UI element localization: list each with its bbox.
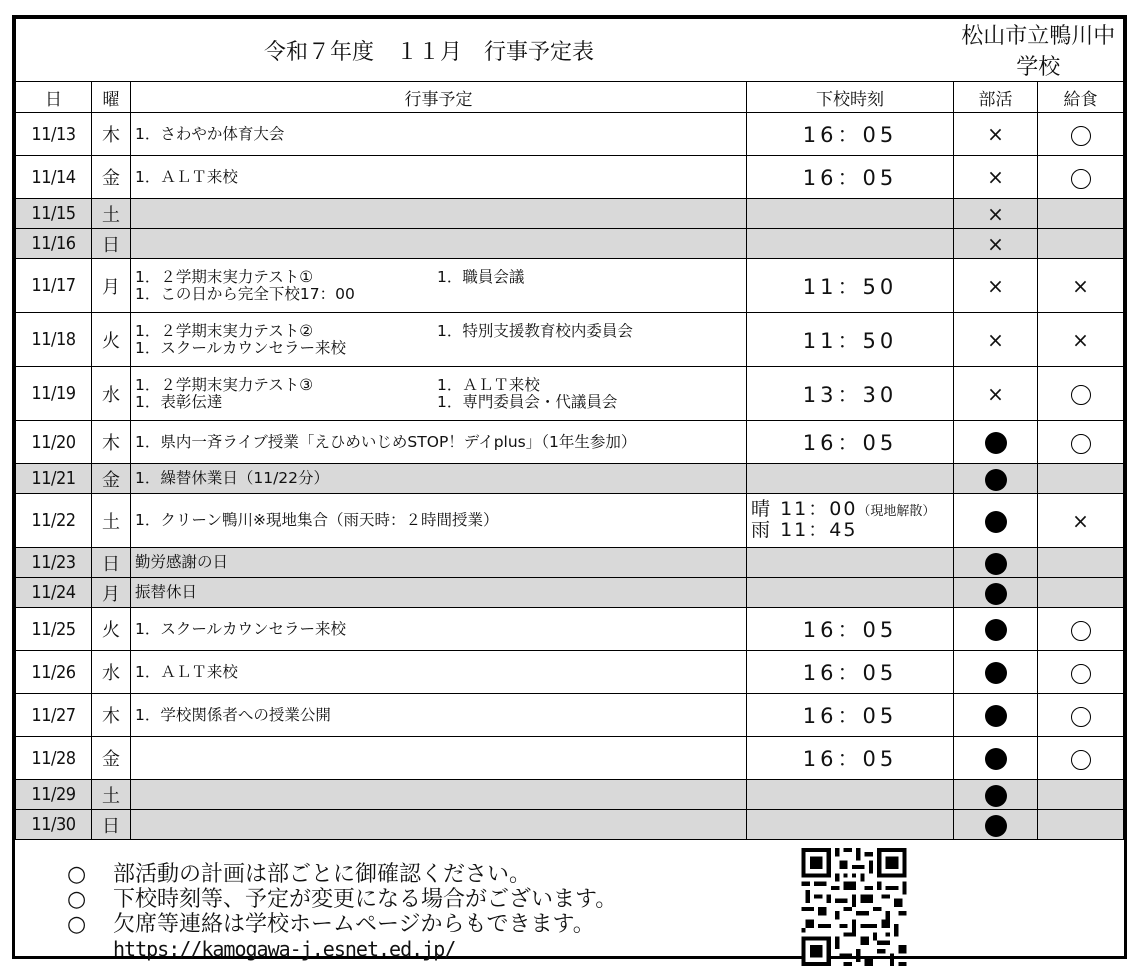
- notes-list: [67, 862, 617, 962]
- event-cell: [131, 810, 747, 840]
- filled-circle-icon: [985, 583, 1007, 605]
- circle-bullet-icon: ○: [67, 912, 87, 937]
- club-activity-cell: [954, 578, 1038, 608]
- club-activity-cell: [954, 780, 1038, 810]
- date-cell: 11/23: [16, 548, 92, 578]
- weekday-cell: 土: [92, 494, 131, 548]
- dismissal-time: 16：05: [747, 737, 954, 780]
- dismissal-time: 16：05: [747, 694, 954, 737]
- dismissal-time: [747, 464, 954, 494]
- club-activity-cell: [954, 367, 1038, 421]
- date-cell: 11/30: [16, 810, 92, 840]
- event-item: 1．スクールカウンセラー来校: [135, 338, 347, 357]
- cross-icon: ×: [1072, 273, 1089, 298]
- cross-icon: ×: [987, 201, 1004, 226]
- cross-icon: ×: [987, 231, 1004, 256]
- event-cell: [131, 313, 747, 367]
- weekday-cell: 月: [92, 578, 131, 608]
- date-cell: 11/17: [16, 259, 92, 313]
- cross-icon: ×: [1072, 327, 1089, 352]
- event-item: 振替休日: [135, 583, 198, 601]
- club-activity-cell: [954, 494, 1038, 548]
- footer-notes: [15, 840, 1124, 974]
- date-cell: 11/26: [16, 651, 92, 694]
- event-cell: [131, 464, 747, 494]
- weekday-cell: 木: [92, 113, 131, 156]
- event-cell: [131, 608, 747, 651]
- filled-circle-icon: [985, 748, 1007, 770]
- dismissal-time: [747, 229, 954, 259]
- event-item: 1．表彰伝達: [135, 392, 223, 411]
- dismissal-time: 16：05: [747, 651, 954, 694]
- weather-label: 雨: [751, 518, 773, 541]
- date-cell: 11/14: [16, 156, 92, 199]
- school-lunch-cell: [1038, 229, 1124, 259]
- dismissal-time: 16：05: [747, 156, 954, 199]
- event-cell: [131, 737, 747, 780]
- event-item: 勤労感謝の日: [135, 553, 229, 571]
- qr-code-icon: [801, 848, 907, 966]
- filled-circle-icon: [985, 662, 1007, 684]
- open-circle-icon: [1071, 621, 1091, 641]
- weekday-cell: 火: [92, 608, 131, 651]
- circle-bullet-icon: ○: [67, 862, 87, 887]
- weekday-cell: 金: [92, 464, 131, 494]
- open-circle-icon: [1071, 750, 1091, 770]
- school-lunch-cell: [1038, 156, 1124, 199]
- date-cell: 11/28: [16, 737, 92, 780]
- note-item: [67, 887, 617, 912]
- club-activity-cell: [954, 608, 1038, 651]
- date-cell: 11/13: [16, 113, 92, 156]
- school-lunch-cell: [1038, 810, 1124, 840]
- dismissal-time: [747, 578, 954, 608]
- school-lunch-cell: [1038, 694, 1124, 737]
- weekday-cell: 水: [92, 651, 131, 694]
- table-row: [16, 694, 1124, 737]
- date-cell: 11/29: [16, 780, 92, 810]
- dismissal-time: 11：50: [747, 313, 954, 367]
- school-lunch-cell: [1038, 199, 1124, 229]
- open-circle-icon: [1071, 707, 1091, 727]
- weekday-cell: 金: [92, 737, 131, 780]
- event-item: 1．２学期末実力テスト②: [135, 321, 314, 340]
- dismissal-time: 13：30: [747, 367, 954, 421]
- weekday-cell: 日: [92, 548, 131, 578]
- school-lunch-cell: [1038, 367, 1124, 421]
- filled-circle-icon: [985, 432, 1007, 454]
- table-row: [16, 113, 1124, 156]
- event-item: 1．ＡＬＴ来校: [135, 662, 238, 681]
- table-row: [16, 578, 1124, 608]
- note-item: [67, 862, 617, 887]
- event-item: 1．クリーン鴨川※現地集合（雨天時：２時間授業）: [135, 511, 499, 529]
- club-activity-cell: [954, 199, 1038, 229]
- school-lunch-cell: [1038, 780, 1124, 810]
- event-cell: [131, 229, 747, 259]
- event-item: 1．職員会議: [437, 267, 525, 286]
- time-value: 11：45: [780, 518, 858, 541]
- circle-bullet-icon: ○: [67, 887, 87, 912]
- page-title: 令和７年度 １１月 行事予定表: [16, 19, 954, 82]
- event-cell: [131, 259, 747, 313]
- date-cell: 11/24: [16, 578, 92, 608]
- event-cell: [131, 780, 747, 810]
- date-cell: 11/25: [16, 608, 92, 651]
- event-cell: [131, 156, 747, 199]
- club-activity-cell: [954, 229, 1038, 259]
- note-text: 下校時刻等、予定が変更になる場合がございます。: [113, 887, 618, 912]
- event-item: 1．２学期末実力テスト③: [135, 375, 314, 394]
- table-row: [16, 464, 1124, 494]
- date-cell: 11/18: [16, 313, 92, 367]
- school-lunch-cell: [1038, 259, 1124, 313]
- event-cell: [131, 367, 747, 421]
- weekday-cell: 金: [92, 156, 131, 199]
- table-row: [16, 651, 1124, 694]
- header-club: 部活: [954, 82, 1038, 113]
- dismissal-time: [747, 494, 954, 548]
- school-lunch-cell: [1038, 737, 1124, 780]
- school-lunch-cell: [1038, 494, 1124, 548]
- note-item: [67, 912, 617, 937]
- header-time: 下校時刻: [747, 82, 954, 113]
- dismissal-time: [747, 810, 954, 840]
- header-dow: 曜: [92, 82, 131, 113]
- school-lunch-cell: [1038, 578, 1124, 608]
- open-circle-icon: [1071, 169, 1091, 189]
- event-item: 1．学校関係者への授業公開: [135, 705, 331, 724]
- event-cell: [131, 548, 747, 578]
- weekday-cell: 日: [92, 810, 131, 840]
- club-activity-cell: [954, 259, 1038, 313]
- event-cell: [131, 113, 747, 156]
- date-cell: 11/22: [16, 494, 92, 548]
- open-circle-icon: [1071, 385, 1091, 405]
- dismissal-time: 16：05: [747, 608, 954, 651]
- event-item: 1．専門委員会・代議員会: [437, 392, 618, 411]
- header-event: 行事予定: [131, 82, 747, 113]
- school-name: 松山市立鴨川中学校: [954, 19, 1124, 82]
- school-lunch-cell: [1038, 313, 1124, 367]
- note-text: 部活動の計画は部ごとに御確認ください。: [113, 862, 532, 887]
- dismissal-time: [747, 548, 954, 578]
- weekday-cell: 日: [92, 229, 131, 259]
- school-lunch-cell: [1038, 421, 1124, 464]
- event-item: 1．この日から完全下校17：00: [135, 284, 355, 303]
- event-cell: [131, 651, 747, 694]
- weekday-cell: 木: [92, 694, 131, 737]
- cross-icon: ×: [987, 273, 1004, 298]
- school-lunch-cell: [1038, 113, 1124, 156]
- table-row: [16, 737, 1124, 780]
- club-activity-cell: [954, 694, 1038, 737]
- club-activity-cell: [954, 313, 1038, 367]
- filled-circle-icon: [985, 469, 1007, 491]
- event-cell: [131, 694, 747, 737]
- event-cell: [131, 494, 747, 548]
- event-cell: [131, 578, 747, 608]
- event-item: 1．２学期末実力テスト①: [135, 267, 314, 286]
- date-cell: 11/16: [16, 229, 92, 259]
- club-activity-cell: [954, 810, 1038, 840]
- cross-icon: ×: [987, 165, 1004, 189]
- club-activity-cell: [954, 737, 1038, 780]
- weekday-cell: 木: [92, 421, 131, 464]
- event-cell: [131, 199, 747, 229]
- weekday-cell: 月: [92, 259, 131, 313]
- table-row: [16, 156, 1124, 199]
- filled-circle-icon: [985, 511, 1007, 533]
- club-activity-cell: [954, 113, 1038, 156]
- header-date: 日: [16, 82, 92, 113]
- filled-circle-icon: [985, 553, 1007, 575]
- weekday-cell: 火: [92, 313, 131, 367]
- table-row: [16, 810, 1124, 840]
- club-activity-cell: [954, 651, 1038, 694]
- dismissal-time: [747, 199, 954, 229]
- time-value: 11：00: [780, 497, 858, 520]
- dismissal-time: 16：05: [747, 113, 954, 156]
- weather-label: 晴: [751, 497, 773, 520]
- table-row: [16, 199, 1124, 229]
- schedule-sheet: [12, 15, 1127, 959]
- school-lunch-cell: [1038, 608, 1124, 651]
- date-cell: 11/20: [16, 421, 92, 464]
- table-row: [16, 313, 1124, 367]
- filled-circle-icon: [985, 705, 1007, 727]
- date-cell: 11/27: [16, 694, 92, 737]
- club-activity-cell: [954, 421, 1038, 464]
- schedule-table: [15, 18, 1124, 840]
- club-activity-cell: [954, 548, 1038, 578]
- table-row: [16, 780, 1124, 810]
- table-row: [16, 608, 1124, 651]
- dismissal-time: 11：50: [747, 259, 954, 313]
- school-lunch-cell: [1038, 548, 1124, 578]
- cross-icon: ×: [987, 381, 1004, 406]
- event-item: 1．スクールカウンセラー来校: [135, 619, 347, 638]
- weekday-cell: 土: [92, 780, 131, 810]
- school-lunch-cell: [1038, 464, 1124, 494]
- dismissal-time: 16：05: [747, 421, 954, 464]
- open-circle-icon: [1071, 664, 1091, 684]
- event-item: 1．繰替休業日（11/22分）: [135, 469, 330, 487]
- filled-circle-icon: [985, 619, 1007, 641]
- date-cell: 11/15: [16, 199, 92, 229]
- event-cell: [131, 421, 747, 464]
- table-row: [16, 548, 1124, 578]
- time-note: （現地解散）: [857, 503, 936, 519]
- table-row: [16, 367, 1124, 421]
- header-lunch: 給食: [1038, 82, 1124, 113]
- event-item: 1．特別支援教育校内委員会: [437, 321, 633, 340]
- weekday-cell: 水: [92, 367, 131, 421]
- date-cell: 11/21: [16, 464, 92, 494]
- event-item: 1．ＡＬＴ来校: [437, 375, 540, 394]
- table-row: [16, 494, 1124, 548]
- dismissal-time: [747, 780, 954, 810]
- open-circle-icon: [1071, 434, 1091, 454]
- school-website-link[interactable]: https://kamogawa-j.esnet.ed.jp/: [113, 937, 456, 961]
- open-circle-icon: [1071, 126, 1091, 146]
- event-item: 1．県内一斉ライブ授業「えひめいじめSTOP！デイplus」（1年生参加）: [135, 432, 637, 451]
- event-item: 1．ＡＬＴ来校: [135, 167, 238, 186]
- event-item: 1．さわやか体育大会: [135, 124, 285, 143]
- date-cell: 11/19: [16, 367, 92, 421]
- filled-circle-icon: [985, 815, 1007, 837]
- table-row: [16, 259, 1124, 313]
- table-row: [16, 421, 1124, 464]
- cross-icon: ×: [987, 122, 1004, 146]
- filled-circle-icon: [985, 785, 1007, 807]
- club-activity-cell: [954, 464, 1038, 494]
- school-lunch-cell: [1038, 651, 1124, 694]
- table-row: [16, 229, 1124, 259]
- weekday-cell: 土: [92, 199, 131, 229]
- club-activity-cell: [954, 156, 1038, 199]
- cross-icon: ×: [987, 327, 1004, 352]
- cross-icon: ×: [1072, 508, 1089, 533]
- note-text: 欠席等連絡は学校ホームページからもできます。: [113, 912, 595, 937]
